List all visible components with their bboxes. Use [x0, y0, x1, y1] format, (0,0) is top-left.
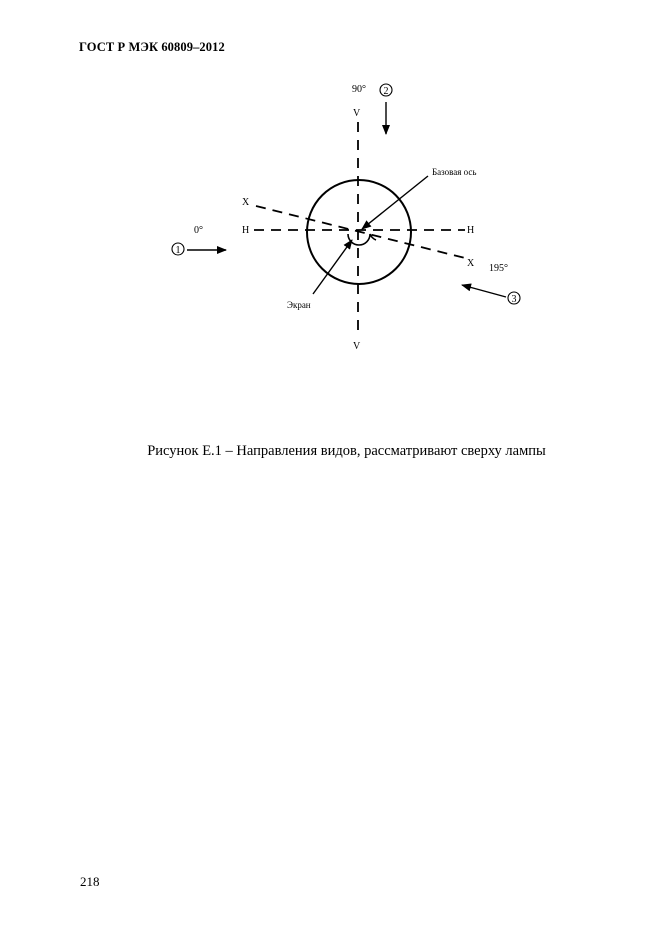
- h-right-label: H: [467, 225, 475, 236]
- v-bottom-label: V: [353, 341, 361, 352]
- view-3-marker-number: 3: [511, 294, 517, 305]
- view-directions-diagram: [0, 0, 661, 420]
- angle-0-label: 0°: [194, 225, 203, 236]
- document-header: ГОСТ Р МЭК 60809–2012: [79, 40, 225, 54]
- figure-caption: [0, 443, 661, 460]
- x-right-label: X: [467, 258, 475, 269]
- h-left-label: H: [242, 225, 250, 236]
- x-left-label: X: [242, 197, 250, 208]
- v-top-label: V: [353, 108, 361, 119]
- screen-label: Экран: [287, 300, 311, 310]
- base-axis-leader-arrow: [362, 176, 428, 229]
- base-axis-label: Базовая ось: [432, 167, 477, 177]
- angle-90-label: 90°: [352, 84, 366, 95]
- view-3-arrow: [462, 285, 506, 297]
- tilted-axis-line: [256, 206, 465, 258]
- figure-caption-text: Рисунок Е.1 – Направления видов, рассматривают сверху лампы: [147, 443, 546, 459]
- view-1-marker-number: 1: [175, 245, 181, 256]
- angle-195-label: 195°: [489, 263, 508, 274]
- screen-leader-arrow: [313, 240, 352, 294]
- page-number: 218: [80, 874, 100, 889]
- view-2-marker-number: 2: [383, 86, 389, 97]
